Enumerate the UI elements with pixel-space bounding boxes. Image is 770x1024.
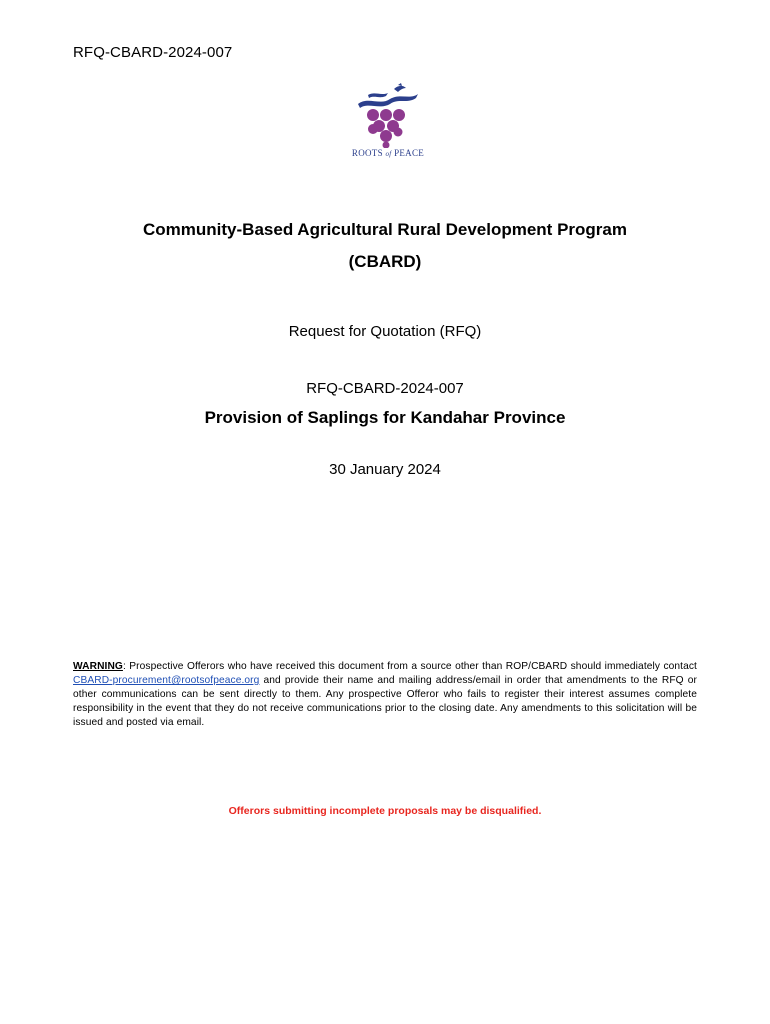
document-reference-header: RFQ-CBARD-2024-007 bbox=[73, 44, 233, 61]
logo-wordmark-of: of bbox=[385, 150, 392, 158]
grape-dove-logo-icon bbox=[340, 82, 436, 148]
rfq-label: Request for Quotation (RFQ) bbox=[288, 323, 482, 340]
warning-text-after-link: and provide their name and mailing address/email in order that amendments to the RFQ or other communications can be sent directly to them. Any prospective Offeror who fails to register their interest assumes complete responsibility in the event that they do not receive communications prior to the closing date. Any amendments to this solicitation will be issued and posted via email. bbox=[73, 675, 697, 728]
rfq-date: 30 January 2024 bbox=[329, 461, 441, 478]
program-title-line1: Community-Based Agricultural Rural Development Program bbox=[143, 220, 627, 239]
logo-wordmark-peace: PEACE bbox=[394, 148, 425, 158]
incomplete-proposal-notice: Offerors submitting incomplete proposals may be disqualified. bbox=[228, 805, 542, 817]
program-title-line2: (CBARD) bbox=[348, 252, 422, 271]
rfq-number: RFQ-CBARD-2024-007 bbox=[306, 380, 464, 397]
rfq-subject-title: Provision of Saplings for Kandahar Province bbox=[204, 408, 566, 427]
program-title bbox=[0, 214, 770, 278]
warning-label: WARNING bbox=[73, 661, 123, 672]
logo-wordmark bbox=[340, 148, 436, 158]
grape-cluster-icon bbox=[367, 109, 405, 148]
warning-paragraph bbox=[73, 660, 697, 730]
procurement-email-link[interactable]: CBARD-procurement@rootsofpeace.org bbox=[73, 675, 260, 686]
warning-text-before-link: : Prospective Offerors who have received this document from a source other than ROP/CBARD should immediately contact bbox=[122, 661, 697, 672]
roots-of-peace-logo bbox=[340, 82, 436, 164]
dove-icon bbox=[394, 86, 406, 92]
wave-leaf-icon bbox=[358, 94, 418, 108]
logo-wordmark-roots: ROOTS bbox=[351, 148, 383, 158]
